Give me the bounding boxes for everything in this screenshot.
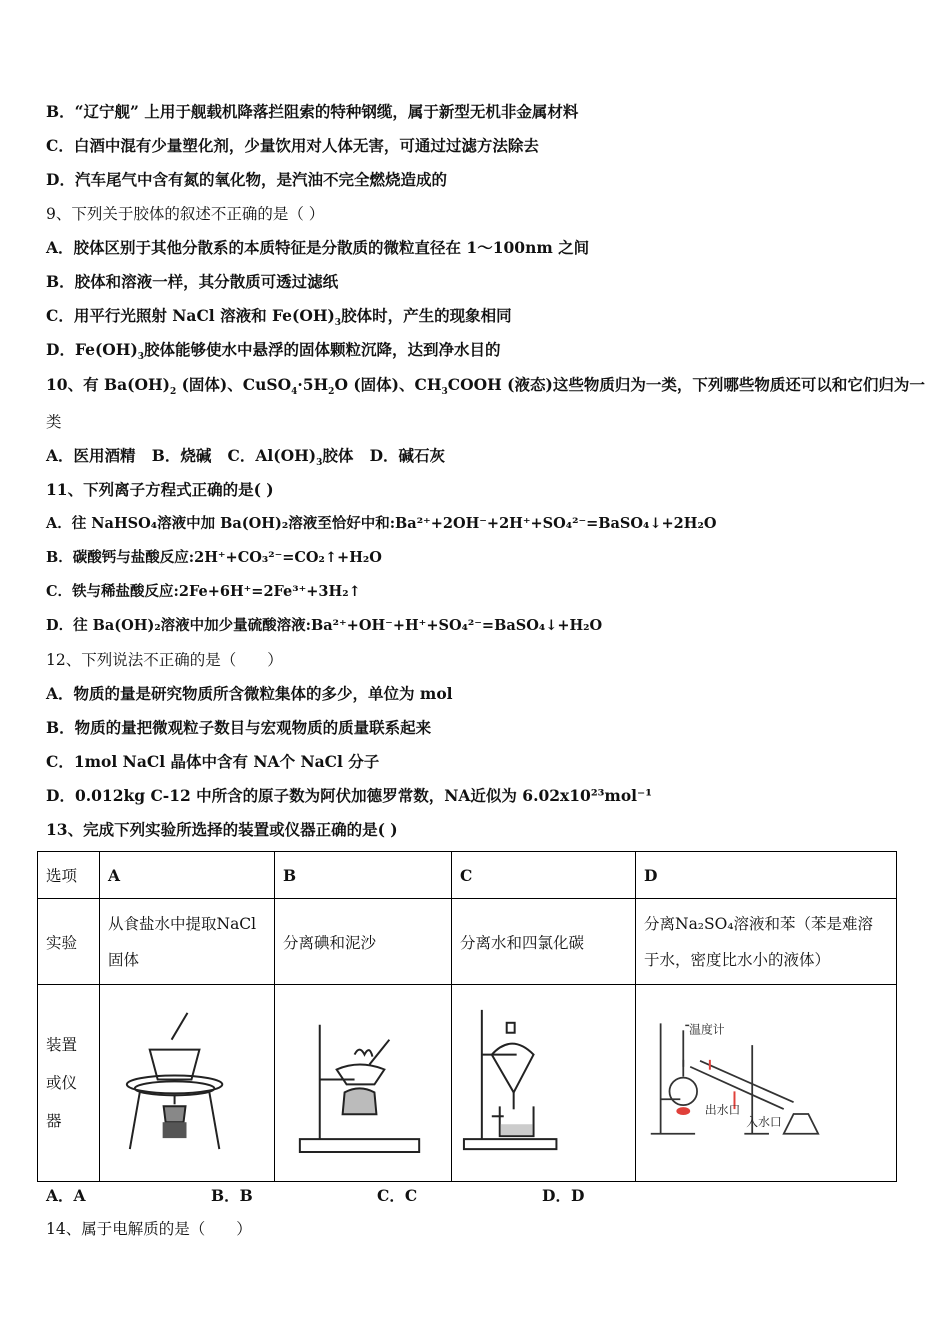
- q10-options: [46, 446, 446, 469]
- q13-answer-d: D．D: [542, 1186, 585, 1205]
- q10-option-c: C．$Al(OH)_3$胶体: [227, 446, 354, 469]
- q10-option-d: D．碱石灰: [369, 446, 446, 465]
- table-header-row: [38, 852, 897, 899]
- q10-stem-line2: 类: [46, 413, 62, 431]
- table-row-experiment: [38, 899, 897, 985]
- header-cell-c: C: [452, 852, 636, 899]
- q11-option-d: D．往 Ba(OH)₂溶液中加少量硫酸溶液:Ba²⁺+OH⁻+H⁺+SO₄²⁻=BaSO₄↓+H₂O: [46, 617, 603, 634]
- experiment-c: 分离水和四氯化碳: [452, 899, 636, 985]
- table-row-apparatus: [38, 985, 897, 1182]
- q13-stem: 13、完成下列实验所选择的装置或仪器正确的是( ): [46, 820, 398, 839]
- q10-option-a: A．医用酒精: [46, 446, 136, 465]
- q13-answer-c: C．C: [377, 1186, 418, 1205]
- label-thermometer: 温度计: [689, 1022, 725, 1037]
- experiment-a: 从食盐水中提取NaCl固体: [100, 899, 275, 985]
- q10-option-b: B．烧碱: [151, 446, 212, 465]
- sublimation-setup-icon: [275, 985, 451, 1181]
- q12-option-d: D．0.012kg C-12 中所含的原子数为阿伏加德罗常数，NA近似为 6.02x10²³mol⁻¹: [46, 786, 653, 805]
- q9-option-a: A．胶体区别于其他分散系的本质特征是分散质的微粒直径在 1～100nm 之间: [46, 238, 590, 257]
- distillation-setup-icon: [636, 986, 896, 1180]
- q11-option-c: C．铁与稀盐酸反应:2Fe+6H⁺=2Fe³⁺+3H₂↑: [46, 583, 361, 600]
- q11-option-a: A．往 NaHSO₄溶液中加 Ba(OH)₂溶液至恰好中和:Ba²⁺+2OH⁻+2H⁺+SO₄²⁻=BaSO₄↓+2H₂O: [46, 515, 717, 532]
- q8-option-c: C．白酒中混有少量塑化剂，少量饮用对人体无害，可通过过滤方法除去: [46, 136, 539, 155]
- experiment-b: 分离碘和泥沙: [275, 899, 452, 985]
- experiment-d: 分离Na₂SO₄溶液和苯（苯是难溶于水，密度比水小的液体）: [636, 899, 897, 985]
- apparatus-distillation: [636, 985, 897, 1182]
- q12-stem: 12、下列说法不正确的是（ ）: [46, 651, 283, 669]
- label-water-in: 入水口: [746, 1114, 782, 1129]
- q9-option-c: C．用平行光照射 NaCl 溶液和 $Fe(OH)_3$胶体时，产生的现象相同: [46, 306, 512, 329]
- apparatus-separatory-funnel: [452, 985, 636, 1182]
- q11-option-b: B．碳酸钙与盐酸反应:2H⁺+CO₃²⁻=CO₂↑+H₂O: [46, 549, 382, 566]
- q11-stem: 11、下列离子方程式正确的是( ): [46, 480, 274, 499]
- q13-answer-a: A．A: [46, 1186, 86, 1205]
- q12-option-b: B．物质的量把微观粒子数目与宏观物质的质量联系起来: [46, 718, 432, 737]
- q9-option-b: B．胶体和溶液一样，其分散质可透过滤纸: [46, 272, 339, 291]
- q8-option-b: B．“辽宁舰” 上用于舰载机降落拦阻索的特种钢缆，属于新型无机非金属材料: [46, 102, 579, 121]
- q13-options-table: [37, 851, 897, 1182]
- q14-stem: 14、属于电解质的是（ ）: [46, 1220, 252, 1238]
- header-cell-option: 选项: [38, 852, 100, 899]
- q13-answer-b: B．B: [211, 1186, 253, 1205]
- evaporating-dish-icon: [100, 985, 274, 1181]
- separatory-funnel-icon: [452, 985, 635, 1181]
- header-cell-d: D: [636, 852, 897, 899]
- q10-stem: 10、有 $Ba(OH)_2$ (固体)、$CuSO_4\cdot 5H_2O$ (固体)、$CH_3COOH$ (液态)这些物质归为一类，下列哪些物质还可以和它们归为一: [46, 375, 925, 398]
- label-water-out: 出水口: [704, 1103, 741, 1118]
- q8-option-d: D．汽车尾气中含有氮的氧化物，是汽油不完全燃烧造成的: [46, 170, 447, 189]
- header-cell-b: B: [275, 852, 452, 899]
- row-label-apparatus: 装置或仪器: [38, 985, 100, 1182]
- row-label-experiment: 实验: [38, 899, 100, 985]
- q9-option-d: D．$Fe(OH)_3$胶体能够使水中悬浮的固体颗粒沉降，达到净水目的: [46, 340, 501, 363]
- apparatus-sublimation: [275, 985, 452, 1182]
- header-cell-a: A: [100, 852, 275, 899]
- apparatus-evaporation: [100, 985, 275, 1182]
- q9-stem: 9、下列关于胶体的叙述不正确的是（ ）: [46, 205, 325, 223]
- q12-option-c: C．1mol NaCl 晶体中含有 NA个 NaCl 分子: [46, 752, 380, 771]
- q12-option-a: A．物质的量是研究物质所含微粒集体的多少，单位为 mol: [46, 684, 453, 703]
